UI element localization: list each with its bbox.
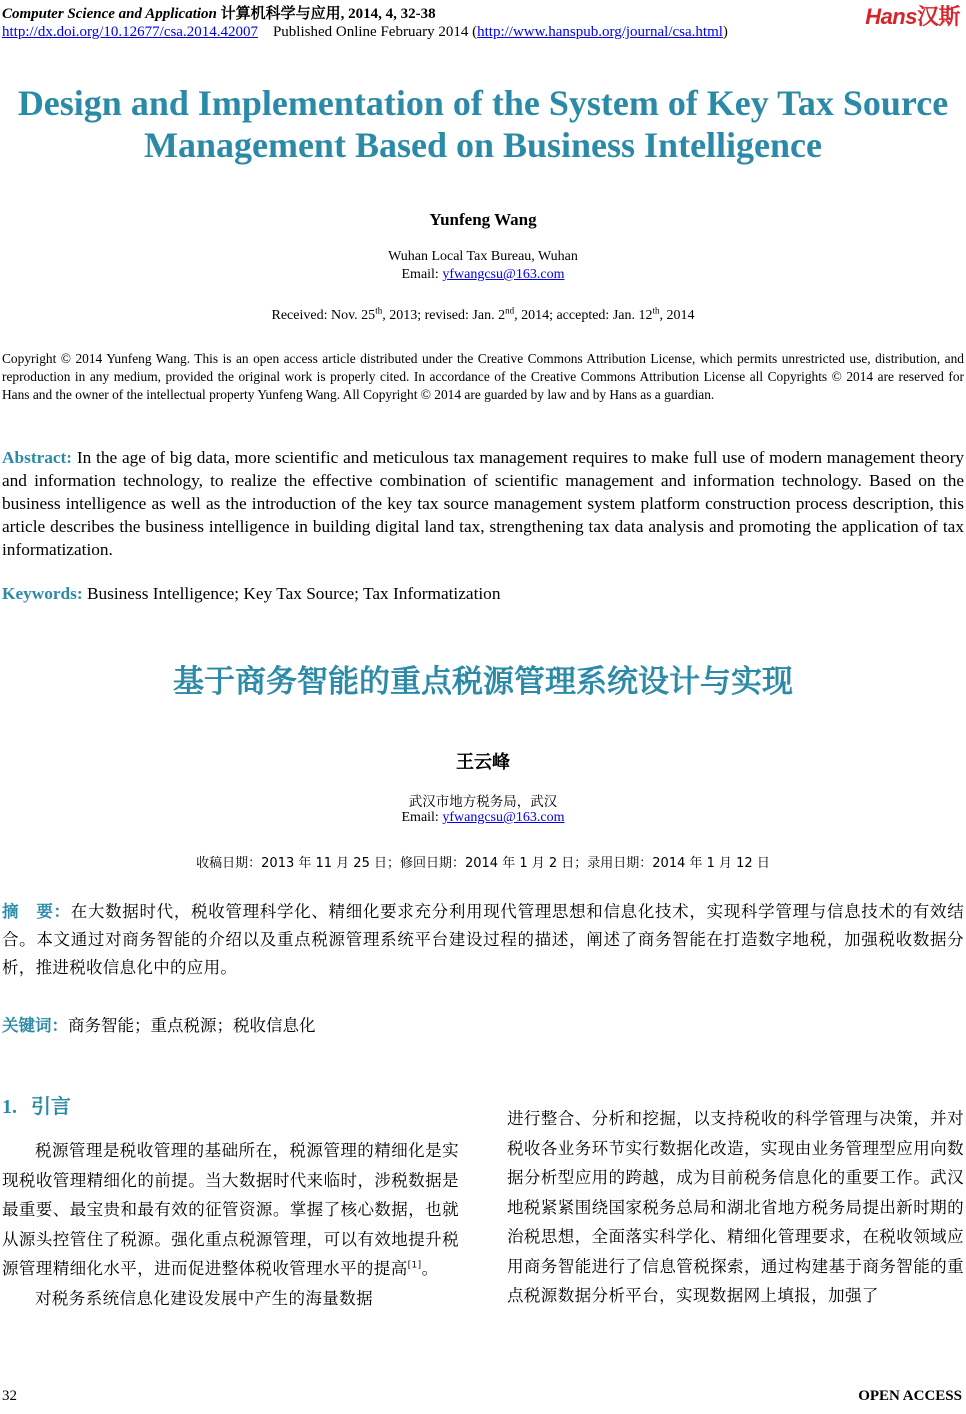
author-name-en: Yunfeng Wang [429,210,537,229]
author-name-cn: 王云峰 [456,752,510,773]
abstract-en: Abstract: In the age of big data, more scientific and meticulous tax management requires to make full use of modern management theory and information technology, to realize the effective combination of scientific management and information technology. Based on the business intelligence as well as the introduction of the key tax source management system platform construction process description, this article describes the business intelligence in building digital land tax, strengthening tax data analysis and promoting the application of tax informatization. [2,448,964,559]
keywords-cn: 关键词：商务智能；重点税源；税收信息化 [2,1016,316,1035]
doi-link[interactable]: http://dx.doi.org/10.12677/csa.2014.42007 [2,24,258,40]
journal-header [2,2,436,23]
abstract-cn: 摘 要：在大数据时代，税收管理科学化、精细化要求充分利用现代管理思想和信息化技术，实现科学管理与信息技术的有效结合。本文通过对商务智能的介绍以及重点税源管理系统平台建设过程的描述，阐述了商务智能在打造数字地税，加强税收数据分析，推进税收信息化中的应用。 [2,902,964,977]
journal-name-en: Computer Science and Application [2,6,217,22]
keywords-label-en: Keywords: [2,584,83,603]
body-column-left [2,1136,459,1313]
paragraph: 税源管理是税收管理的基础所在，税源管理的精细化是实现税收管理精细化的前提。当大数据时代来临时，涉税数据是最重要、最宝贵和最有效的征管资源。掌握了核心数据，也就从源头控管住了税源。强化重点税源管理，可以有效地提升税源管理精细化水平，进而促进整体税收管理水平的提高[1]。 [2,1141,459,1278]
dates-cn: 收稿日期：2013 年 11 月 25 日；修回日期：2014 年 1 月 2 日；录用日期：2014 年 1 月 12 日 [196,856,770,871]
open-access-label: OPEN ACCESS [858,1388,962,1404]
body-column-right [507,1104,964,1311]
journal-url-link[interactable]: http://www.hanspub.org/journal/csa.html [477,24,723,40]
email-link-cn[interactable]: yfwangcsu@163.com [442,810,565,825]
email-line-cn: Email: yfwangcsu@163.com [401,810,565,825]
keywords-en: Keywords: Business Intelligence; Key Tax Source; Tax Informatization [2,584,501,603]
section-heading-introduction: 1. 引言 [2,1094,71,1118]
copyright-notice: Copyright © 2014 Yunfeng Wang. This is an open access article distributed under the Creative Commons Attribution License, which permits unrestricted use, distribution, and reproduction in any medium, provided the original work is properly cited. In accordance of the Creative Commons Attribution License all Copyrights © 2014 are reserved for Hans and the owner of the intellectual property Yunfeng Wang. All Copyright © 2014 are guarded by law and by Hans as a guardian. [2,351,964,402]
journal-name-cn: 计算机科学与应用 [220,6,341,22]
published-text: Published Online February 2014 ( [272,24,478,40]
page-number: 32 [2,1388,17,1404]
email-link-en[interactable]: yfwangcsu@163.com [442,267,565,282]
abstract-label-cn: 摘 要： [2,902,71,921]
abstract-label-en: Abstract: [2,448,73,467]
journal-issue: , 2014, 4, 32-38 [340,6,436,22]
hans-logo: Hans汉斯 [865,4,960,29]
affiliation-en: Wuhan Local Tax Bureau, Wuhan [388,249,578,264]
paper-title-cn: 基于商务智能的重点税源管理系统设计与实现 [173,664,793,700]
paper-title-en: Design and Implementation of the System of Key Tax Source Management Based on Business Intelligence [17,83,949,165]
email-line-en: Email: yfwangcsu@163.com [401,267,565,282]
paragraph: 对税务系统信息化建设发展中产生的海量数据 [35,1288,373,1308]
paragraph-continued: 进行整合、分析和挖掘，以支持税收的科学管理与决策，并对税收各业务环节实行数据化改造，实现由业务管理型应用向数据分析型应用的跨越，成为目前税务信息化的重要工作。武汉地税紧紧围绕国家税务总局和湖北省地方税务局提出新时期的治税思想，全面落实科学化、精细化管理要求，在税收领域应用商务智能进行了信息管税探索，通过构建基于商务智能的重点税源数据分析平台，实现数据网上填报，加强了 [507,1109,964,1305]
dates-en: Received: Nov. 25th, 2013; revised: Jan. 2nd, 2014; accepted: Jan. 12th, 2014 [271,305,695,323]
affiliation-cn: 武汉市地方税务局，武汉 [408,794,558,810]
doi-line: http://dx.doi.org/10.12677/csa.2014.42007 Published Online February 2014 (http://www.hanspub.org/journal/csa.html) [2,24,728,40]
keywords-label-cn: 关键词： [2,1016,68,1035]
